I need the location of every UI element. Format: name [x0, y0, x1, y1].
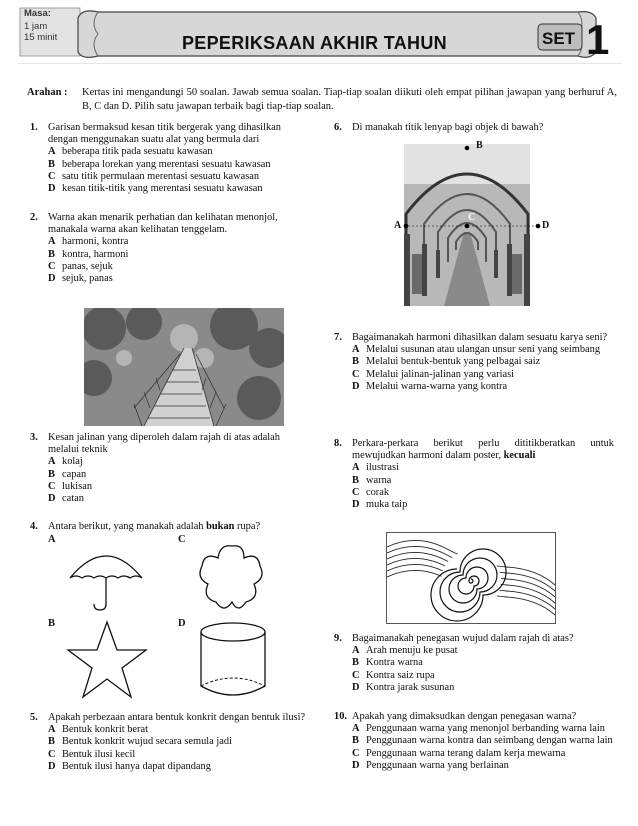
question-number: 8.	[334, 438, 342, 449]
question-6	[334, 122, 614, 134]
option-d[interactable]: D sejuk, panas	[48, 273, 113, 285]
time-label: Masa:	[24, 8, 51, 19]
question-7	[334, 332, 614, 393]
flower-shape[interactable]	[192, 540, 272, 614]
option-b[interactable]: B Kontra warna	[352, 657, 423, 669]
question-number: 10.	[334, 711, 347, 722]
exam-title: PEPERIKSAAN AKHIR TAHUN	[182, 33, 447, 53]
option-a[interactable]: A harmoni, kontra	[48, 236, 129, 248]
option-c[interactable]: C panas, sejuk	[48, 260, 113, 272]
arches-photo	[390, 140, 550, 310]
point-c-label: C	[468, 212, 476, 223]
question-2	[30, 212, 312, 285]
option-b[interactable]: B beberapa lorekan yang merentasi sesuatu kawasan	[48, 158, 271, 170]
question-text: Di manakah titik lenyap bagi objek di bawah?	[352, 122, 544, 133]
question-number: 5.	[30, 712, 38, 723]
point-d-label: D	[542, 220, 550, 231]
question-text: Bagaimanakah harmoni dihasilkan dalam sesuatu karya seni?	[352, 332, 608, 343]
question-number: 1.	[30, 122, 38, 133]
question-text: Garisan bermaksud kesan titik bergerak yang dihasilkan dengan menggunakan suatu alat yang bermula dari	[48, 122, 281, 146]
set-label: SET	[542, 29, 576, 48]
question-9	[334, 633, 614, 694]
option-a[interactable]: A Melalui susunan atau ulangan unsur seni yang seimbang	[352, 344, 601, 356]
question-text: Antara berikut, yang manakah adalah bukan rupa?	[48, 521, 261, 532]
question-10	[334, 711, 614, 772]
option-d[interactable]: D Kontra jarak susunan	[352, 681, 455, 693]
question-text: Perkara-perkara berikut perlu dititikberatkan untuk mewujudkan harmoni dalam poster, kecuali	[352, 438, 614, 462]
point-b-label: B	[476, 140, 483, 151]
question-number: 9.	[334, 633, 342, 644]
option-c[interactable]: C corak	[352, 486, 390, 498]
option-b[interactable]: B Penggunaan warna kontra dan seimbang dengan warna lain	[352, 735, 613, 747]
option-d[interactable]: D catan	[48, 493, 84, 505]
spiral-emphasis-image	[386, 532, 556, 624]
question-text: Kesan jalinan yang diperoleh dalam rajah di atas adalah melalui teknik	[48, 432, 280, 456]
shape-options	[46, 534, 286, 702]
question-text: Apakah yang dimaksudkan dengan penegasan warna?	[352, 711, 577, 722]
option-c[interactable]: C Melalui jalinan-jalinan yang variasi	[352, 368, 515, 380]
question-number: 4.	[30, 521, 38, 532]
question-number: 2.	[30, 212, 38, 223]
option-b[interactable]: B kontra, harmoni	[48, 248, 129, 260]
time-value-hours: 1 jam	[24, 21, 48, 32]
option-a[interactable]: A beberapa titik pada sesuatu kawasan	[48, 146, 213, 158]
option-c[interactable]: C Kontra saiz rupa	[352, 669, 435, 681]
option-d[interactable]: D Bentuk ilusi hanya dapat dipandang	[48, 760, 211, 772]
option-b[interactable]: B warna	[352, 474, 392, 486]
option-c[interactable]: C Bentuk ilusi kecil	[48, 748, 136, 760]
umbrella-shape[interactable]	[66, 540, 146, 612]
option-b[interactable]: B Melalui bentuk-bentuk yang pelbagai saiz	[352, 356, 541, 368]
option-a-label[interactable]: A	[48, 534, 56, 545]
option-a[interactable]: A Bentuk konkrit berat	[48, 724, 148, 736]
question-number: 6.	[334, 122, 342, 133]
option-c[interactable]: C satu titik permulaan merentasi sesuatu kawasan	[48, 170, 260, 182]
option-b-label[interactable]: B	[48, 618, 56, 629]
option-a[interactable]: A kolaj	[48, 456, 83, 468]
option-d[interactable]: D muka taip	[352, 499, 408, 511]
question-text: Bagaimanakah penegasan wujud dalam rajah di atas?	[352, 633, 574, 644]
page-header	[18, 4, 622, 82]
question-3	[30, 432, 312, 505]
question-number: 3.	[30, 432, 38, 443]
time-value-minutes: 15 minit	[24, 32, 58, 43]
question-1	[30, 122, 312, 195]
option-d[interactable]: D Melalui warna-warna yang kontra	[352, 380, 508, 392]
bridge-photo	[84, 308, 284, 426]
question-number: 7.	[334, 332, 342, 343]
question-8	[334, 438, 614, 511]
question-text: Warna akan menarik perhatian dan kelihatan menonjol, manakala warna akan kelihatan tenggelam.	[48, 212, 278, 236]
star-shape[interactable]	[66, 620, 148, 700]
set-number: 1	[586, 16, 610, 63]
instructions-text: Kertas ini mengandungi 50 soalan. Jawab semua soalan. Tiap-tiap soalan diikuti oleh empat pilihan jawapan yang berhuruf A, B, C dan D. Pilih satu jawapan terbaik bagi tiap-tiap soalan.	[82, 87, 617, 112]
option-a[interactable]: A Arah menuju ke pusat	[352, 645, 458, 657]
option-d[interactable]: D kesan titik-titik yang merentasi sesuatu kawasan	[48, 183, 263, 195]
question-4	[30, 521, 312, 533]
option-d[interactable]: D Penggunaan warna yang berlainan	[352, 759, 509, 771]
option-c[interactable]: C Penggunaan warna terang dalam kerja mewarna	[352, 747, 566, 759]
option-c-label[interactable]: C	[178, 534, 186, 545]
vanishing-point-markers	[390, 140, 550, 310]
question-5	[30, 712, 312, 773]
option-a[interactable]: A Penggunaan warna yang menonjol berbanding warna lain	[352, 723, 605, 735]
option-d-label[interactable]: D	[178, 618, 186, 629]
option-c[interactable]: C lukisan	[48, 480, 93, 492]
instructions-label: Arahan :	[27, 87, 68, 98]
instructions	[27, 86, 617, 113]
option-b[interactable]: B Bentuk konkrit wujud secara semula jadi	[48, 736, 232, 748]
option-a[interactable]: A ilustrasi	[352, 462, 399, 474]
cylinder-shape[interactable]	[196, 620, 270, 700]
option-b[interactable]: B capan	[48, 468, 87, 480]
point-a-label: A	[394, 220, 402, 231]
question-text: Apakah perbezaan antara bentuk konkrit dengan bentuk ilusi?	[48, 712, 306, 723]
